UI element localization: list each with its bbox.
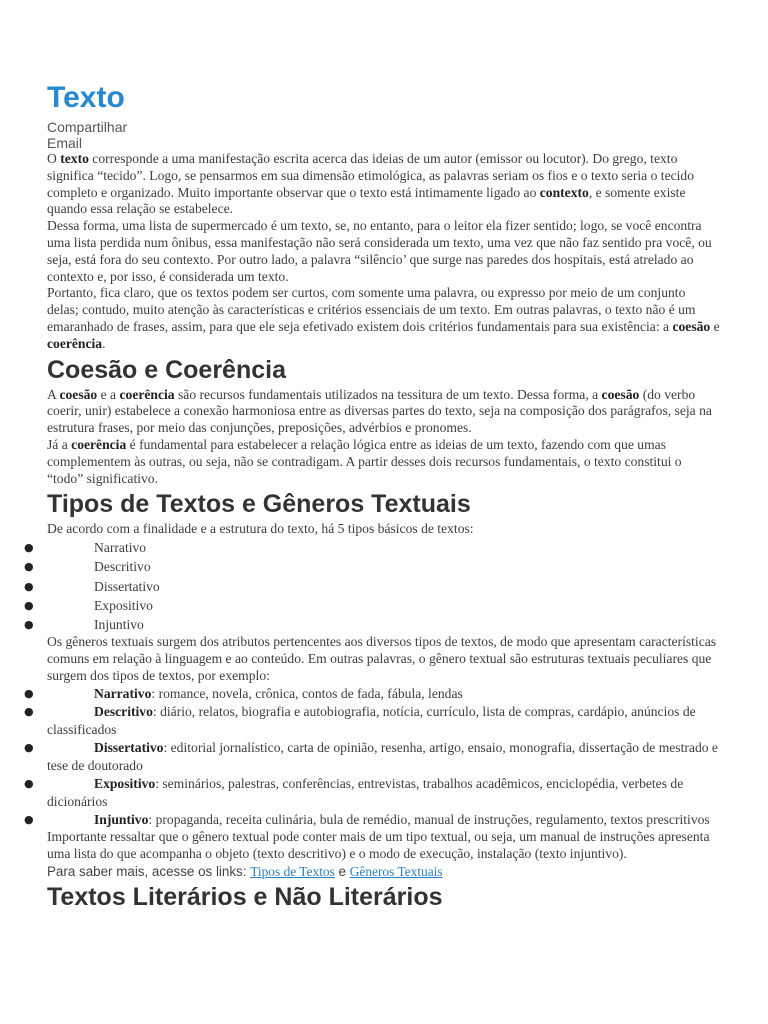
paragraph-tipos-intro: De acordo com a finalidade e a estrutura do texto, há 5 tipos básicos de textos: [47, 521, 474, 537]
bullet-icon: ● [24, 579, 34, 593]
paragraph-exemplo-lista: Dessa forma, uma lista de supermercado é um texto, se, no entanto, para o leitor ela fizer sentido; logo, se você encontra uma lista perdida num ônibus, essa manifestação não será considerada um texto, uma vez que não faz sentido pra você, ou seja, está fora do seu contexto. Por outro lado, a palavra “silêncio’ que surge nas paredes dos hospitais, está atrelado ao contexto e, por isso, é considerada um texto. [47, 218, 712, 284]
list-item-label: Descritivo [94, 559, 151, 575]
paragraph-text: Portanto, fica claro, que os textos podem ser curtos, com somente uma palavra, ou expresso por meio de um conjunto delas; contudo, muito atenção às características e critérios essenciais de um texto. Em outras palavras, o texto não é um emaranhado de frases, assim, para que ele seja efetivado existem dois critérios fundamentais para sua existência: a [47, 285, 696, 334]
bold-term: coerência [47, 335, 103, 351]
paragraph-generos-intro: Os gêneros textuais surgem dos atributos pertencentes aos diversos tipos de textos, de modo que apresentam características comuns em relação à linguagem e ao conteúdo. Em outras palavras, o gênero textual são estruturas textuais peculiares que surgem dos tipos de textos, por exemplo: [47, 634, 717, 683]
list-item [0, 577, 720, 596]
paragraph-criterios [47, 285, 720, 352]
list-item-text: : romance, novela, crônica, contos de fada, fábula, lendas [151, 685, 463, 701]
email-link[interactable]: Email [47, 135, 83, 151]
bullet-icon: ● [24, 617, 34, 631]
generos-list [0, 685, 720, 829]
paragraph-text: , e somente existe quando essa relação se estabelece. [47, 184, 686, 217]
paragraph-text: e [710, 318, 720, 334]
list-item-text: : seminários, palestras, conferências, entrevistas, trabalhos acadêmicos, enciclopédia, verbetes de dicionários [47, 776, 684, 809]
list-item-label: Expositivo [94, 597, 153, 613]
link-tipos-de-textos[interactable]: Tipos de Textos [250, 863, 335, 879]
bullet-icon: ● [24, 686, 34, 700]
list-item-text: : diário, relatos, biografia e autobiografia, notícia, currículo, lista de compras, cardápio, anúncios de classificados [47, 703, 696, 737]
list-item-text: : editorial jornalístico, carta de opinião, resenha, artigo, ensaio, monografia, dissertação de mestrado e tese de doutorado [47, 739, 718, 773]
bold-term: Dissertativo [94, 739, 164, 755]
bullet-icon: ● [24, 704, 34, 718]
bold-term: coesão [672, 318, 711, 334]
list-item [0, 703, 720, 739]
paragraph-text: é fundamental para estabelecer a relação lógica entre as ideias de um texto, fazendo com que umas complementem às outras, ou seja, não se contradigam. A partir desses dois recursos fundamentais, o texto constitui o “todo” significativo. [47, 436, 682, 486]
paragraph-coerencia [47, 437, 720, 487]
bold-term: Narrativo [94, 685, 152, 701]
section-heading-coesao-coerencia: Coesão e Coerência [47, 355, 286, 384]
bold-term: coerência [119, 386, 175, 402]
bold-term: Expositivo [94, 776, 156, 792]
bold-term: coesão [601, 386, 640, 402]
paragraph-coesao [47, 387, 720, 437]
paragraph-text: . [102, 335, 106, 351]
bullet-icon: ● [24, 740, 34, 754]
list-item [0, 685, 720, 703]
section-heading-literarios: Textos Literários e Não Literários [47, 882, 443, 911]
bold-term: contexto [539, 184, 589, 200]
link-generos-textuais[interactable]: Gêneros Textuais [349, 863, 443, 879]
paragraph-text: e a [97, 386, 120, 402]
list-item [0, 811, 720, 829]
paragraph-text: O [47, 151, 61, 166]
links-separator: e [334, 863, 350, 879]
paragraph-text: Já a [47, 436, 72, 452]
bold-term: texto [60, 151, 89, 166]
links-prefix: Para saber mais, acesse os links: [47, 863, 251, 879]
bold-term: Injuntivo [94, 812, 149, 828]
paragraph-texto-definicao [47, 151, 720, 218]
list-item [0, 538, 720, 557]
related-links [47, 863, 720, 880]
bullet-icon: ● [24, 598, 34, 612]
list-item-label: Dissertativo [94, 578, 160, 594]
tipos-list [0, 538, 720, 634]
bullet-icon: ● [24, 777, 34, 791]
bullet-icon: ● [24, 560, 34, 574]
paragraph-text: (do verbo coerir, unir) estabelece a conexão harmoniosa entre as diversas partes do texto, seja na composição dos parágrafos, seja na estrutura frases, por meio das conjunções, preposições, advérbios e pronomes. [47, 386, 712, 436]
paragraph-text: A [47, 386, 60, 402]
paragraph-ressalva: Importante ressaltar que o gênero textual pode conter mais de um tipo textual, ou seja, um manual de instruções apresenta uma lista do que acompanha o objeto (texto descritivo) e o modo de execução, instalação (texto injuntivo). [47, 828, 710, 861]
list-item-label: Injuntivo [94, 616, 144, 632]
bullet-icon: ● [24, 813, 34, 827]
bold-term: Descritivo [94, 703, 153, 719]
paragraph-text: são recursos fundamentais utilizados na tessitura de um texto. Dessa forma, a [174, 386, 602, 402]
list-item-text: : propaganda, receita culinária, bula de remédio, manual de instruções, regulamento, textos prescritivos [148, 812, 710, 828]
section-heading-tipos-generos: Tipos de Textos e Gêneros Textuais [47, 490, 471, 519]
bold-term: coerência [71, 436, 127, 452]
bold-term: coesão [59, 386, 98, 402]
list-item [0, 596, 720, 615]
list-item-label: Narrativo [94, 540, 147, 556]
paragraph-text: corresponde a uma manifestação escrita acerca das ideias de um autor (emissor ou locutor). Do grego, texto significa “tecido”. Logo, se pensarmos em sua dimensão etimológica, as palavras seriam os fios e o texto seria o tecido completo e organizado. Muito importante observar que o texto está intimamente ligado ao [47, 151, 695, 200]
list-item [0, 615, 720, 634]
page-title: Texto [47, 81, 125, 114]
share-link[interactable]: Compartilhar [47, 119, 128, 135]
list-item [0, 557, 720, 576]
list-item [0, 739, 720, 775]
bullet-icon: ● [24, 541, 34, 555]
list-item [0, 775, 720, 811]
